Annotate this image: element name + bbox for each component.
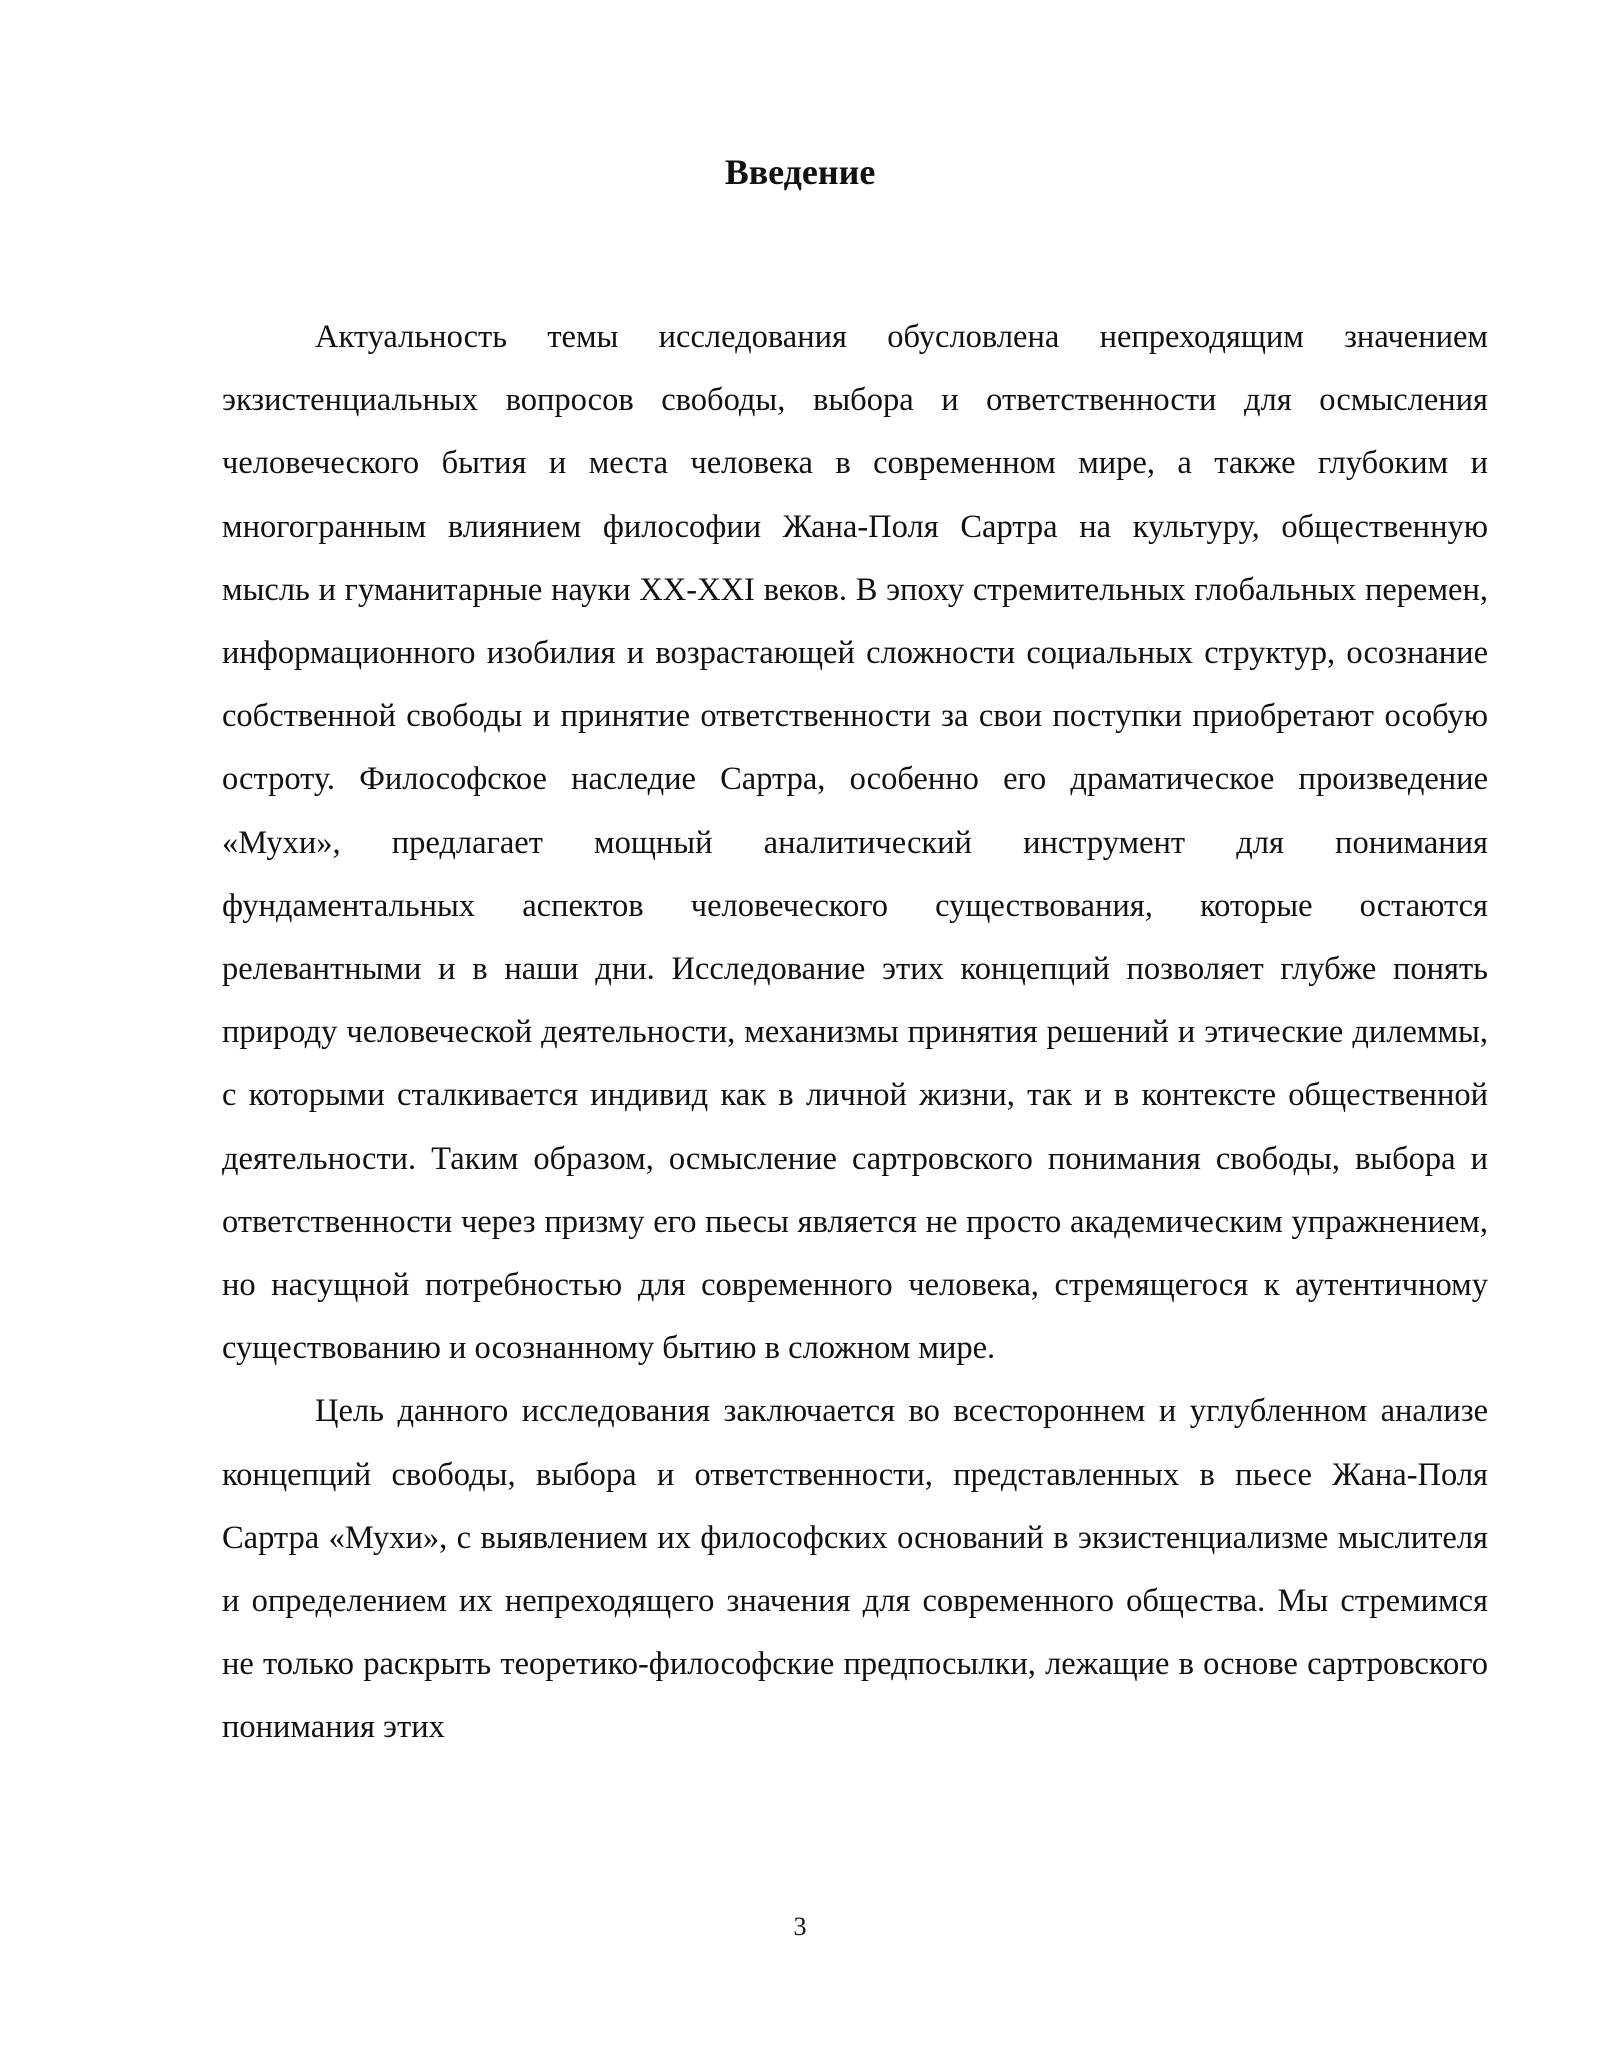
document-body [222,306,1488,1760]
page-title: Введение [724,152,876,192]
page-number: 3 [793,1912,807,1941]
paragraph-goal: Цель данного исследования заключается во всестороннем и углубленном анализе концепций свободы, выбора и ответственности, представленных в пьесе Жана-Поля Сартра «Мухи», с выявлением их философских оснований в экзистенциализме мыслителя и определением их непреходящего значения для современного общества. Мы стремимся не только раскрыть теоретико-философские предпосылки, лежащие в основе сартровского понимания этих [222,1393,1488,1746]
paragraph-relevance: Актуальность темы исследования обусловлена непреходящим значением экзистенциальных вопросов свободы, выбора и ответственности для осмысления человеческого бытия и места человека в современном мире, а также глубоким и многогранным влиянием философии Жана-Поля Сартра на культуру, общественную мысль и гуманитарные науки XX-XXI веков. В эпоху стремительных глобальных перемен, информационного изобилия и возрастающей сложности социальных структур, осознание собственной свободы и принятие ответственности за свои поступки приобретают особую остроту. Философское наследие Сартра, особенно его драматическое произведение «Мухи», предлагает мощный аналитический инструмент для понимания фундаментальных аспектов человеческого существования, которые остаются релевантными и в наши дни. Исследование этих концепций позволяет глубже понять природу человеческой деятельности, механизмы принятия решений и этические дилеммы, с которыми сталкивается индивид как в личной жизни, так и в контексте общественной деятельности. Таким образом, осмысление сартровского понимания свободы, выбора и ответственности через призму его пьесы является не просто академическим упражнением, но насущной потребностью для современного человека, стремящегося к аутентичному существованию и осознанному бытию в сложном мире. [222,319,1488,1367]
